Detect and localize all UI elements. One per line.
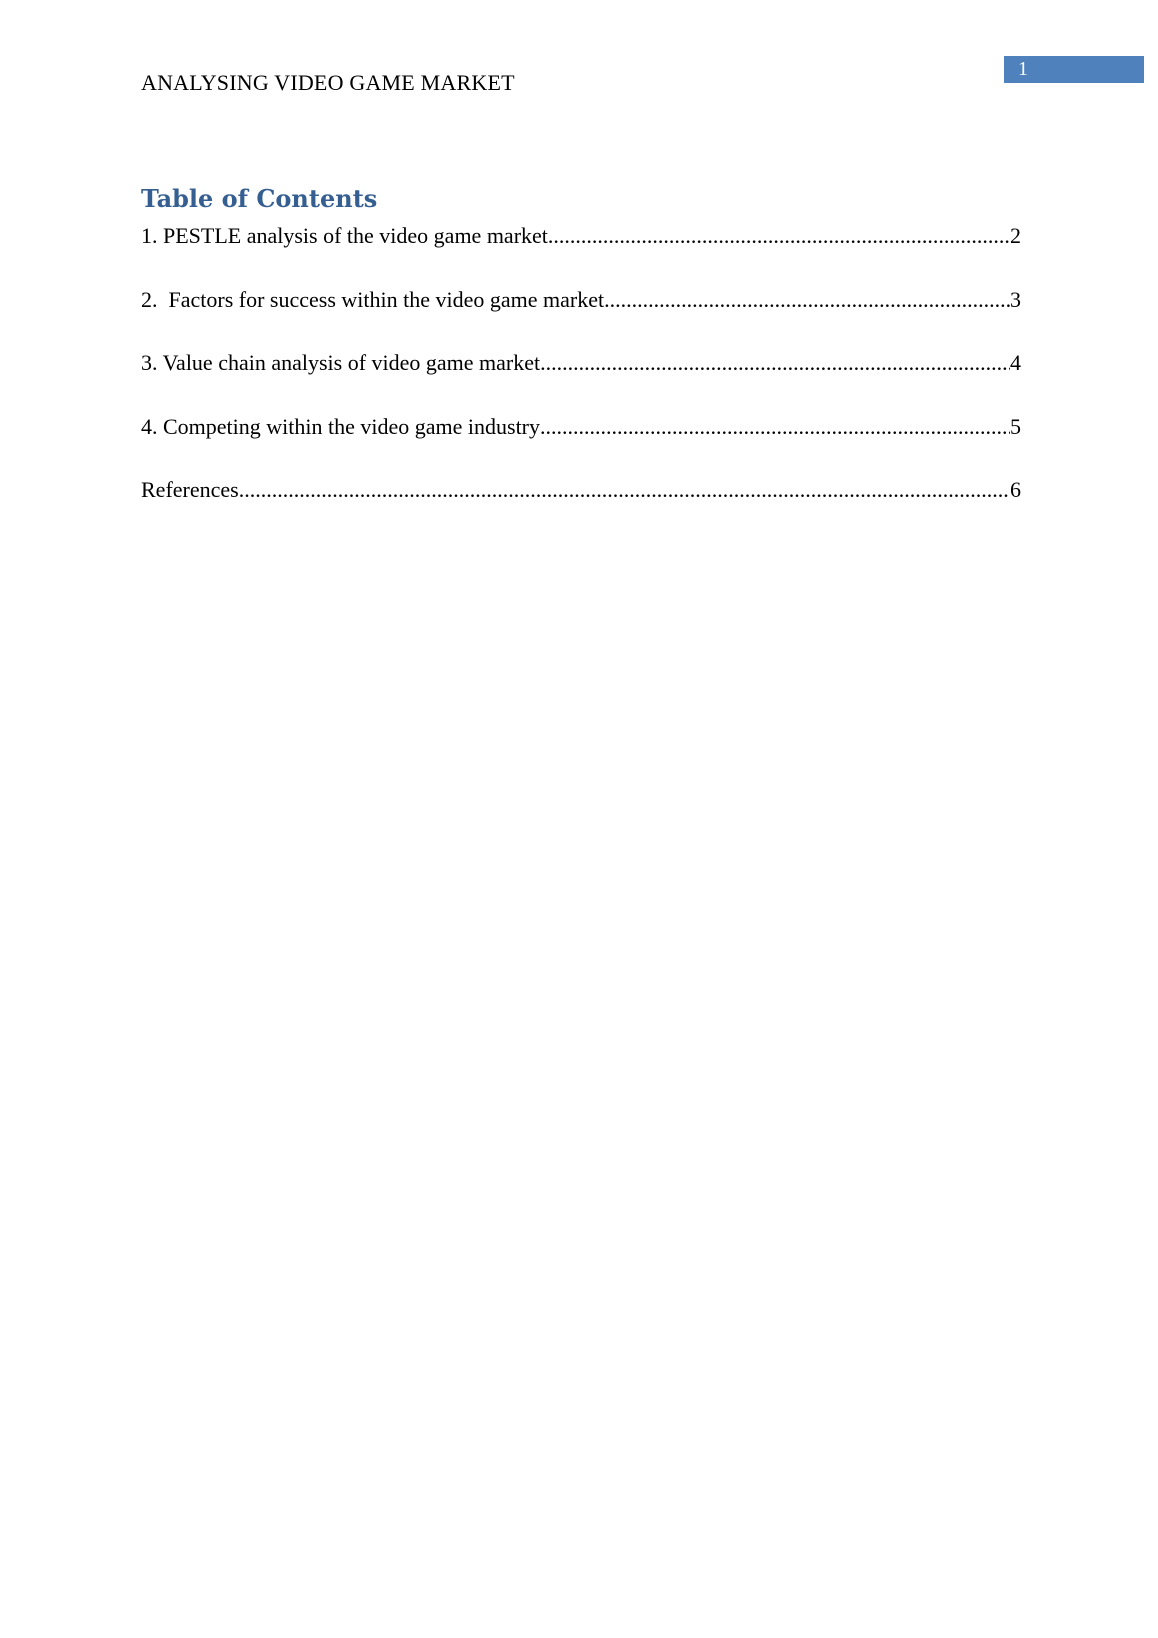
toc-entry-page: 4 (1010, 350, 1021, 375)
toc-entry-page: 3 (1010, 286, 1021, 312)
toc-entry-page: 2 (1010, 223, 1021, 248)
toc-dot-leader (548, 222, 1010, 250)
toc-dot-leader (540, 349, 1010, 377)
toc-entry-competing[interactable] (141, 413, 1021, 477)
toc-entry-page: 6 (1010, 477, 1021, 502)
toc-entry-title: 1. PESTLE analysis of the video game market (141, 223, 548, 248)
toc-entry-title: 3. Value chain analysis of video game market (141, 350, 541, 375)
toc-entry-title: 4. Competing within the video game industry (141, 413, 541, 439)
toc-dot-leader (239, 476, 1010, 504)
toc-entry-title: 2. Factors for success within the video game market (141, 286, 605, 312)
toc-entry-pestle[interactable] (141, 222, 1021, 286)
running-header-title: ANALYSING VIDEO GAME MARKET (141, 70, 515, 95)
toc-entry-title: References (141, 477, 239, 502)
table-of-contents (141, 222, 1021, 540)
toc-entry-success-factors[interactable] (141, 286, 1021, 350)
toc-heading: Table of Contents (141, 184, 378, 213)
toc-dot-leader (604, 286, 1010, 314)
toc-entry-page: 5 (1010, 413, 1021, 439)
toc-dot-leader (540, 413, 1010, 441)
page-number-badge (1004, 56, 1144, 83)
page-number: 1 (1018, 58, 1028, 80)
toc-entry-references[interactable] (141, 476, 1021, 540)
toc-entry-value-chain[interactable] (141, 349, 1021, 413)
